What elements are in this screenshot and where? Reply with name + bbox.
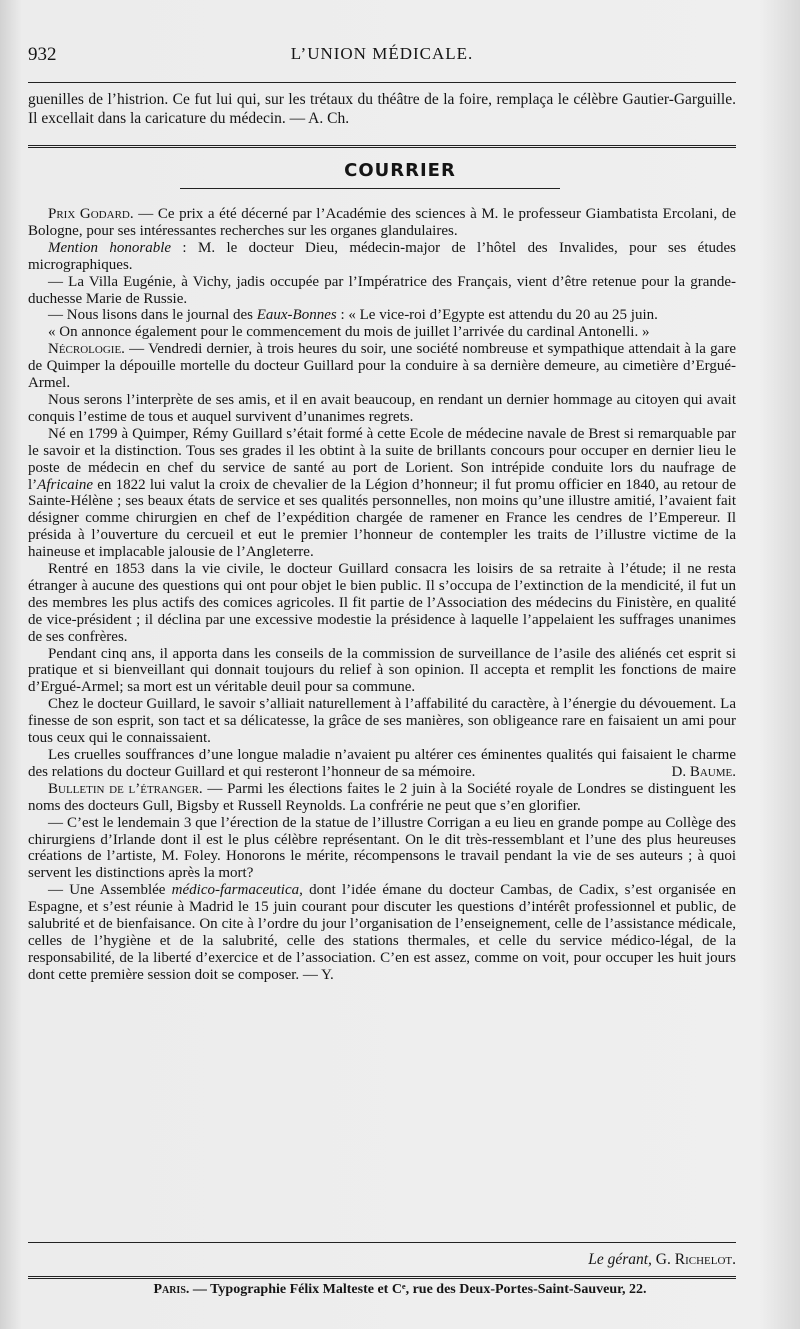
paragraph-corrigan [28, 815, 736, 883]
paragraph-emphasis: médico-farmaceutica, [171, 882, 303, 899]
imprint-city: Paris. [153, 1282, 190, 1297]
paragraph-retraite [28, 561, 736, 646]
article-body [28, 206, 736, 984]
paragraph-caractere [28, 696, 736, 747]
gerant-name: G. Richelot. [655, 1251, 736, 1268]
header-rule [28, 82, 736, 83]
footer-rule [28, 1242, 736, 1243]
paragraph-text: — Nous lisons dans le journal des [48, 307, 257, 324]
paragraph-souffrances [28, 747, 736, 781]
paragraph-prix-godard [28, 206, 736, 240]
paragraph-text: — Une Assemblée [48, 882, 172, 899]
paragraph-biography [28, 426, 736, 561]
paragraph-villa [28, 274, 736, 308]
paragraph-emphasis: Mention honorable [48, 239, 172, 256]
running-title: L’UNION MÉDICALE. [290, 44, 474, 63]
paragraph-text: Né en 1799 à Quimper, Rémy Guillard s’était formé à cette Ecole de médecine navale de Brest si remarquable par le savoir et la distinction. Tous ses grades il les obtint à la suite de brillants concours pour occuper en dernier lieu le poste de médecin en chef du service de santé au port de Lorient. Son intrépide conduite lors du naufrage de l’ [28, 425, 736, 493]
gerant-label: Le gérant, [588, 1251, 652, 1268]
paragraph-text: — C’est le lendemain 3 que l’érection de la statue de l’illustre Corrigan a eu lieu en grande pompe au Collège des chirurgiens d’Irlande dont il est le plus célèbre représentant. On le dit très-ressemblant et l’une des plus heureuses créations de l’artiste, M. Foley. Honorons le mérite, récompensons le travail pendant la vie de ses auteurs ; à quoi servent les distinctions après la mort? [28, 814, 736, 882]
paragraph-emphasis: Eaux-Bonnes [256, 307, 337, 324]
paragraph-bulletin [28, 781, 736, 815]
paragraph-text: en 1822 lui valut la croix de chevalier de la Légion d’honneur; il fut promu officier en 1840, au retour de Sainte-Hélène ; ses beaux états de service et ses qualités personnelles, non moins qu’une illustre amitié, l’avaient fait désigner comme chirurgien en chef de l’expédition chargée de ramener en France les cendres de l’Empereur. Il présida à l’ouverture du cercueil et eut le premier l’honneur de contempler les traits de l’illustre victime de la haineuse et implacable jalousie de l’Angleterre. [28, 476, 736, 561]
paragraph-text: Chez le docteur Guillard, le savoir s’alliait naturellement à l’affabilité du caractère, à l’énergie du dévouement. La finesse de son esprit, son tact et sa délicatesse, la grâce de ses manières, son obligeance rare en faisaient un ami pour tous ceux qui le connaissaient. [28, 696, 736, 747]
gerant-signature [588, 1251, 736, 1269]
printer-imprint [0, 1282, 800, 1298]
imprint-text: — Typographie Félix Malteste et Cᵉ, rue des Deux-Portes-Saint-Sauveur, 22. [189, 1282, 647, 1297]
title-rule [180, 188, 560, 189]
paragraph-text: : M. le docteur Dieu, médecin-major de l’hôtel des Invalides, pour ses études micrographiques. [28, 239, 736, 273]
intro-paragraph: guenilles de l’histrion. Ce fut lui qui, sur les trétaux du théâtre de la foire, remplaça le célèbre Gautier-Garguille. Il excellait dans la caricature du médecin. — A. Ch. [28, 91, 736, 127]
paragraph-text: — Parmi les élections faites le 2 juin à la Société royale de Londres se distinguent les noms des docteurs Gull, Bigsby et Russell Reynolds. La confrérie ne peut que s’en glorifier. [28, 780, 736, 814]
paragraph-emphasis: Africaine [37, 476, 93, 493]
paragraph-text: dont l’idée émane du docteur Cambas, de Cadix, s’est organisée en Espagne, et s’est réunie à Madrid le 15 juin courant pour discuter les questions d’intérêt professionnel et public, de salubrité et de bienfaisance. On cite à l’ordre du jour l’organisation de l’enseignement, celle de l’assistance médicale, celles de l’hygiène et de la salubrité, celle des stations thermales, et celle du service médico-légal, de la responsabilité, de la liberté d’exercice et de l’association. C’en est assez, comme on voit, pour occuper les huit jours dont cette première session doit se composer. — Y. [28, 882, 736, 983]
paragraph-text: — La Villa Eugénie, à Vichy, jadis occupée par l’Impératrice des Français, vient d’être retenue pour la grande-duchesse Marie de Russie. [28, 273, 736, 307]
paragraph-mention [28, 240, 736, 274]
paragraph-text: Les cruelles souffrances d’une longue maladie n’avaient pu altérer ces éminentes qualités qui faisaient le charme des relations du docteur Guillard et qui resteront l’honneur de sa mémoire. [28, 747, 736, 780]
imprint-rule [28, 1276, 736, 1281]
paragraph-asile [28, 646, 736, 697]
paragraph-text: — Ce prix a été décerné par l’Académie des sciences à M. le professeur Giambatista Ercolani, de Bologne, pour ses intéressantes recherches sur les organes glandulaires. [28, 206, 737, 239]
paragraph-text: « On annonce également pour le commencement du mois de juillet l’arrivée du cardinal Antonelli. » [48, 324, 650, 341]
paragraph-hommage [28, 392, 736, 426]
paragraph-lead: Nécrologie. [48, 341, 125, 358]
paragraph-text: — Vendredi dernier, à trois heures du soir, une société nombreuse et sympathique attendait à la gare de Quimper la dépouille mortelle du docteur Guillard pour la conduire à sa dernière demeure, au cimetière d’Ergué-Armel. [28, 341, 736, 392]
paragraph-text: : « Le vice-roi d’Egypte est attendu du 20 au 25 juin. [336, 307, 658, 324]
double-rule [28, 145, 736, 150]
paragraph-text: Pendant cinq ans, il apporta dans les conseils de la commission de surveillance de l’asile des aliénés cet esprit si pratique et si bienveillant qui donnait toujours du relief à son opinion. Il accepta et remplit les fonctions de maire d’Ergué-Armel; sa mort est un véritable deuil pour sa commune. [28, 645, 736, 696]
paragraph-antonelli [28, 324, 736, 341]
page-header [28, 44, 736, 72]
paragraph-text: Nous serons l’interprète de ses amis, et il en avait beaucoup, en rendant un dernier hommage au citoyen qui avait conquis l’estime de tous et auquel survivent d’unanimes regrets. [28, 391, 736, 425]
section-title: COURRIER [344, 160, 456, 181]
paragraph-eaux-bonnes [28, 307, 736, 324]
paragraph-lead: Bulletin de l’étranger. [48, 780, 203, 797]
paragraph-lead: Prix Godard. [48, 206, 134, 222]
page-number: 932 [28, 44, 57, 65]
paragraph-assemblee [28, 882, 736, 983]
signature: D. Baume. [671, 763, 736, 780]
paragraph-necrologie [28, 341, 736, 392]
paragraph-text: Rentré en 1853 dans la vie civile, le docteur Guillard consacra les loisirs de sa retraite à l’étude; il ne resta étranger à aucune des questions qui ont pour objet le bien public. Il s’occupa de l’extinction de la mendicité, il fut un des membres les plus actifs des comices agricoles. Il fit partie de l’Association des médecins du Finistère, en qualité de vice-président ; il déclina par une excessive modestie la présidence à laquelle l’appelaient les suffrages unanimes de ses confrères. [28, 561, 736, 645]
